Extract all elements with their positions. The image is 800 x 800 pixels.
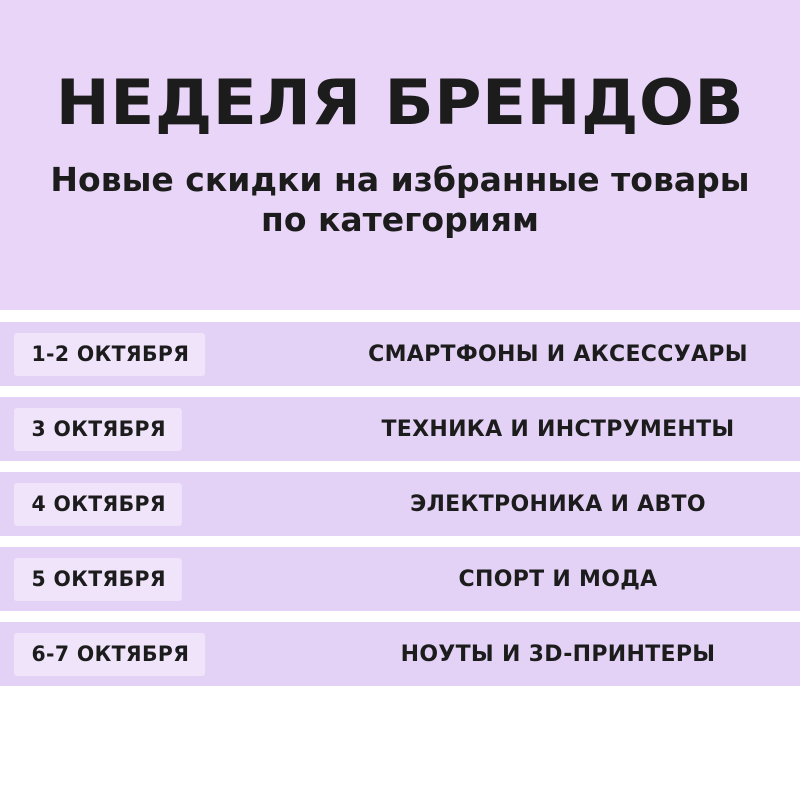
date-badge: 1-2 ОКТЯБРЯ xyxy=(14,333,205,376)
category-label: НОУТЫ И 3D-ПРИНТЕРЫ xyxy=(400,641,716,667)
category-label: ЭЛЕКТРОНИКА И АВТО xyxy=(410,491,706,517)
list-item xyxy=(0,397,800,461)
footer-spacer xyxy=(0,764,800,800)
poster-header xyxy=(0,0,800,310)
date-badge: 4 ОКТЯБРЯ xyxy=(14,483,181,526)
date-badge: 5 ОКТЯБРЯ xyxy=(14,558,181,601)
list-item xyxy=(0,622,800,686)
list-item xyxy=(0,322,800,386)
schedule-list xyxy=(0,310,800,764)
category-label: СМАРТФОНЫ И АКСЕССУАРЫ xyxy=(368,341,748,367)
list-item xyxy=(0,472,800,536)
category-label: СПОРТ И МОДА xyxy=(458,566,658,592)
date-badge: 6-7 ОКТЯБРЯ xyxy=(14,633,205,676)
list-item xyxy=(0,547,800,611)
category-label: ТЕХНИКА И ИНСТРУМЕНТЫ xyxy=(381,416,735,442)
page-subtitle: Новые скидки на избранные товары по категориям xyxy=(50,160,750,240)
page-title: НЕДЕЛЯ БРЕНДОВ xyxy=(55,66,745,139)
date-badge: 3 ОКТЯБРЯ xyxy=(14,408,181,451)
